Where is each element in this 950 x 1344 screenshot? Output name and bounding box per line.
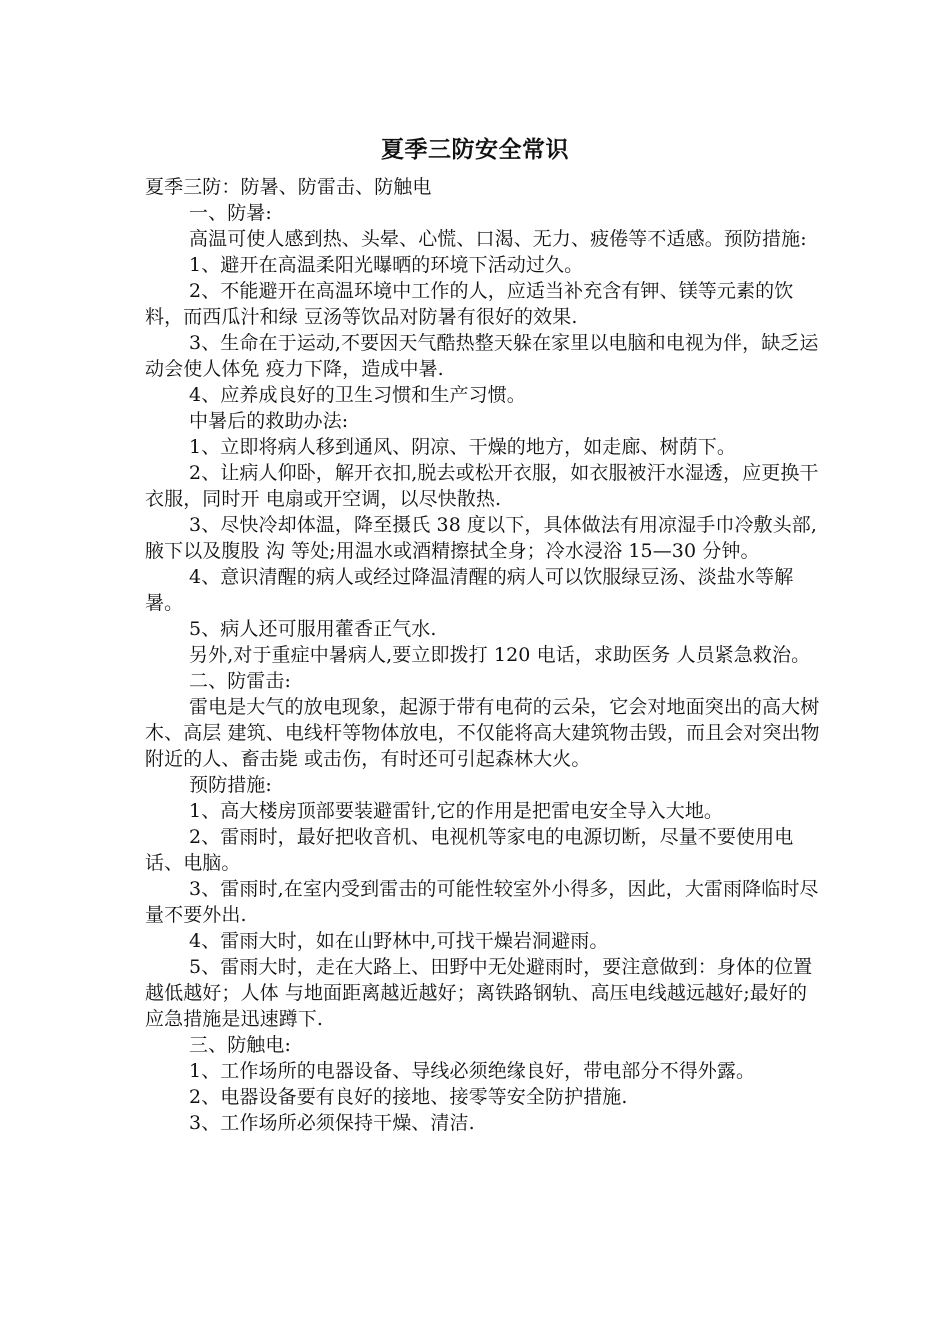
paragraph: 5、雷雨大时，走在大路上、田野中无处避雨时，要注意做到：身体的位置越低越好；人体 与地面距离越近越好；离铁路钢轨、高压电线越远越好;最好的应急措施是迅速蹲下. xyxy=(145,956,813,1030)
paragraph: 二、防雷击: xyxy=(189,670,292,692)
paragraph: 1、高大楼房顶部要装避雷针,它的作用是把雷电安全导入大地。 xyxy=(189,800,724,822)
paragraph: 雷电是大气的放电现象，起源于带有电荷的云朵，它会对地面突出的高大树木、高层 建筑、电线杆等物体放电，不仅能将高大建筑物击毁，而且会对突出物附近的人、畜击毙 或击伤，有时还可引起森林大火。 xyxy=(145,696,820,770)
paragraph: 2、不能避开在高温环境中工作的人，应适当补充含有钾、镁等元素的饮料，而西瓜汁和绿 豆汤等饮品对防暑有很好的效果. xyxy=(145,280,794,328)
paragraph: 高温可使人感到热、头晕、心慌、口渴、无力、疲倦等不适感。预防措施: xyxy=(189,228,807,250)
paragraph: 另外,对于重症中暑病人,要立即拨打 120 电话，求助医务 人员紧急救治。 xyxy=(189,644,811,666)
paragraph: 2、电器设备要有良好的接地、接零等安全防护措施. xyxy=(189,1086,628,1108)
paragraph: 2、雷雨时，最好把收音机、电视机等家电的电源切断，尽量不要使用电话、电脑。 xyxy=(145,826,794,874)
paragraph: 1、立即将病人移到通风、阴凉、干燥的地方，如走廊、树荫下。 xyxy=(189,436,736,458)
paragraph: 3、雷雨时,在室内受到雷击的可能性较室外小得多，因此，大雷雨降临时尽量不要外出. xyxy=(145,878,819,926)
paragraph: 三、防触电: xyxy=(189,1034,292,1056)
paragraph: 4、应养成良好的卫生习惯和生产习惯。 xyxy=(189,384,526,406)
paragraph: 4、意识清醒的病人或经过降温清醒的病人可以饮服绿豆汤、淡盐水等解暑。 xyxy=(145,566,794,614)
paragraph: 3、尽快冷却体温，降至摄氏 38 度以下，具体做法有用凉湿手巾冷敷头部,腋下以及腹股 沟 等处;用温水或酒精擦拭全身；冷水浸浴 15—30 分钟。 xyxy=(145,514,817,562)
paragraph: 3、生命在于运动,不要因天气酷热整天躲在家里以电脑和电视为伴，缺乏运动会使人体免 疫力下降，造成中暑. xyxy=(145,332,819,380)
paragraph: 1、避开在高温柔阳光曝晒的环境下活动过久。 xyxy=(189,254,584,276)
paragraph: 预防措施: xyxy=(189,774,272,796)
paragraph: 2、让病人仰卧，解开衣扣,脱去或松开衣服，如衣服被汗水湿透，应更换干衣服，同时开 电扇或开空调，以尽快散热. xyxy=(145,462,819,510)
document-body xyxy=(145,174,820,1136)
paragraph: 5、病人还可服用藿香正气水. xyxy=(189,618,437,640)
paragraph: 3、工作场所必须保持干燥、清洁. xyxy=(189,1112,475,1134)
paragraph: 夏季三防：防暑、防雷击、防触电 xyxy=(145,176,432,198)
paragraph: 一、防暑: xyxy=(189,202,272,224)
paragraph: 1、工作场所的电器设备、导线必须绝缘良好，带电部分不得外露。 xyxy=(189,1060,756,1082)
paragraph: 4、雷雨大时，如在山野林中,可找干燥岩洞避雨。 xyxy=(189,930,609,952)
paragraph: 中暑后的救助办法: xyxy=(189,410,349,432)
document-title: 夏季三防安全常识 xyxy=(381,137,569,163)
